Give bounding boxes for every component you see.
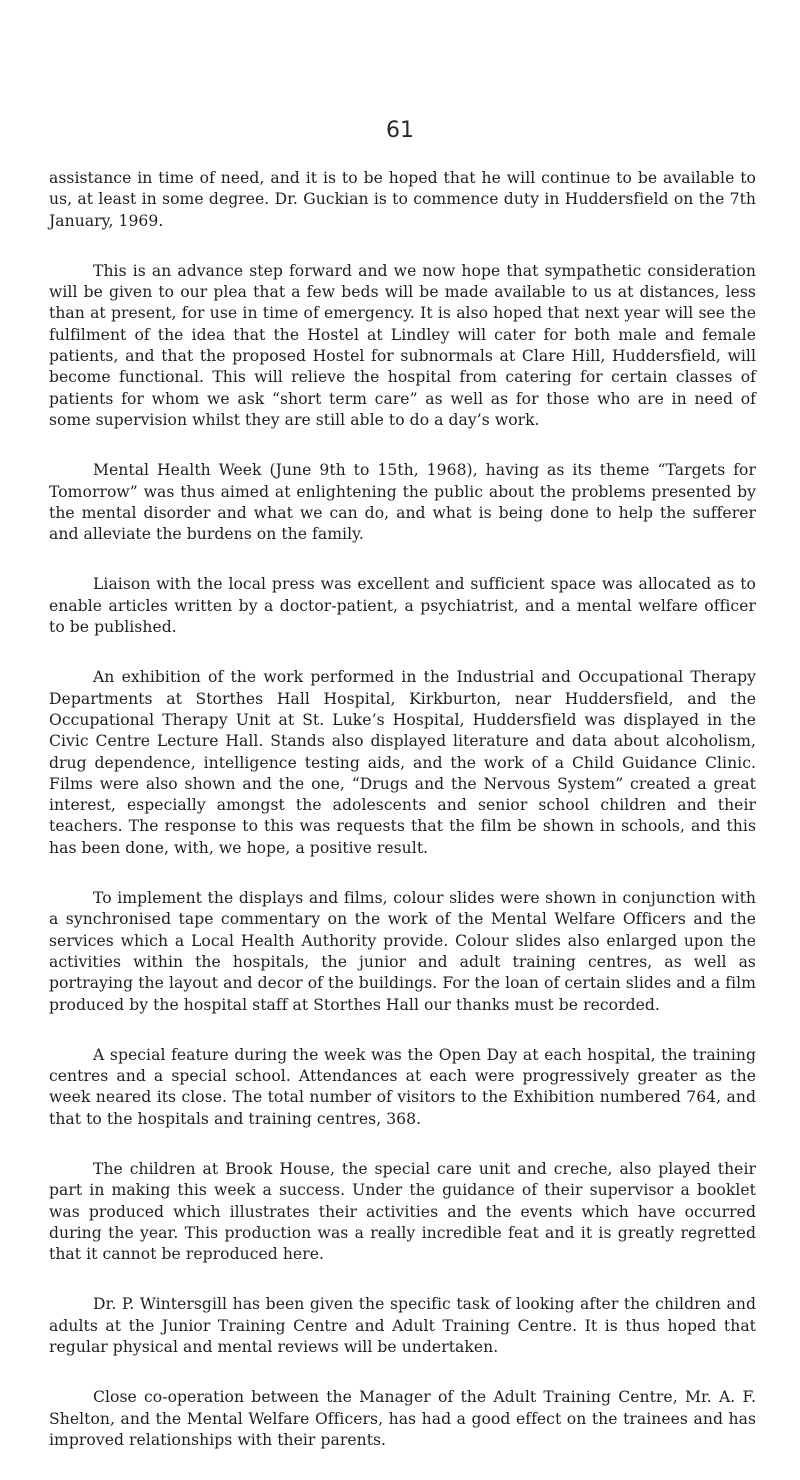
paragraph-brook-house: The children at Brook House, the special care unit and creche, also played their part in making this week a success. Under the guidance of their supervisor a booklet was produced which illustrates their activities and the events which have occurred during the year. This production was a really incredible feat and it is greatly regretted that it cannot be reproduced here. [49, 1159, 756, 1264]
paragraph-exhibition: An exhibition of the work performed in the Industrial and Occupational Therapy Departments at Storthes Hall Hospital, Kirkburton, near Huddersfield, and the Occupational Therapy Unit at St. Luke’s Hospital, Huddersfield was displayed in the Civic Centre Lecture Hall. Stands also displayed literature and data about alcoholism, drug dependence, intelligence testing aids, and the work of a Child Guidance Clinic. Films were also shown and the one, “Drugs and the Nervous System” created a great interest, especially amongst the adolescents and senior school children and their teachers. The response to this was requests that the film be shown in schools, and this has been done, with, we hope, a positive result. [49, 668, 756, 857]
document-body [49, 168, 756, 1480]
paragraph-open-day: A special feature during the week was the Open Day at each hospital, the training centres and a special school. Attendances at each were progressively greater as the week neared its close. The total number of visitors to the Exhibition numbered 764, and that to the hospitals and training centres, 368. [49, 1045, 756, 1128]
paragraph-continuation: assistance in time of need, and it is to be hoped that he will continue to be available to us, at least in some degree. Dr. Guckian is to commence duty in Huddersfield on the 7th January, 1969. [49, 169, 756, 230]
paragraph-co-operation: Close co-operation between the Manager of the Adult Training Centre, Mr. A. F. Shelton, and the Mental Welfare Officers, has had a good effect on the trainees and has improved relationships with their parents. [49, 1388, 756, 1449]
page-number: 61 [386, 118, 414, 143]
paragraph-press-liaison: Liaison with the local press was excellent and sufficient space was allocated as to enable articles written by a doctor-patient, a psychiatrist, and a mental welfare officer to be published. [49, 575, 756, 637]
paragraph-wintersgill: Dr. P. Wintersgill has been given the specific task of looking after the children and adults at the Junior Training Centre and Adult Training Centre. It is thus hoped that regular physical and mental reviews will be undertaken. [49, 1295, 756, 1357]
paragraph-advance-step: This is an advance step forward and we now hope that sympathetic consideration will be given to our plea that a few beds will be made available to us at distances, less than at present, for use in time of emergency. It is also hoped that next year will see the fulfilment of the idea that the Hostel at Lindley will cater for both male and female patients, and that the proposed Hostel for subnormals at Clare Hill, Huddersfield, will become functional. This will relieve the hospital from catering for certain classes of patients for whom we ask “short term care” as well as for those who are in need of some supervision whilst they are still able to do a day’s work. [49, 261, 756, 429]
paragraph-colour-slides: To implement the displays and films, colour slides were shown in conjunction with a synchronised tape commentary on the work of the Mental Welfare Officers and the services which a Local Health Authority provide. Colour slides also enlarged upon the activities within the hospitals, the junior and adult training centres, as well as portraying the layout and decor of the buildings. For the loan of certain slides and a film produced by the hospital staff at Storthes Hall our thanks must be recorded. [49, 889, 756, 1014]
paragraph-mental-health-week: Mental Health Week (June 9th to 15th, 1968), having as its theme “Targets for Tomorrow” was thus aimed at enlightening the public about the problems presented by the mental disorder and what we can do, and what is being done to help the sufferer and alleviate the burdens on the family. [49, 461, 756, 544]
